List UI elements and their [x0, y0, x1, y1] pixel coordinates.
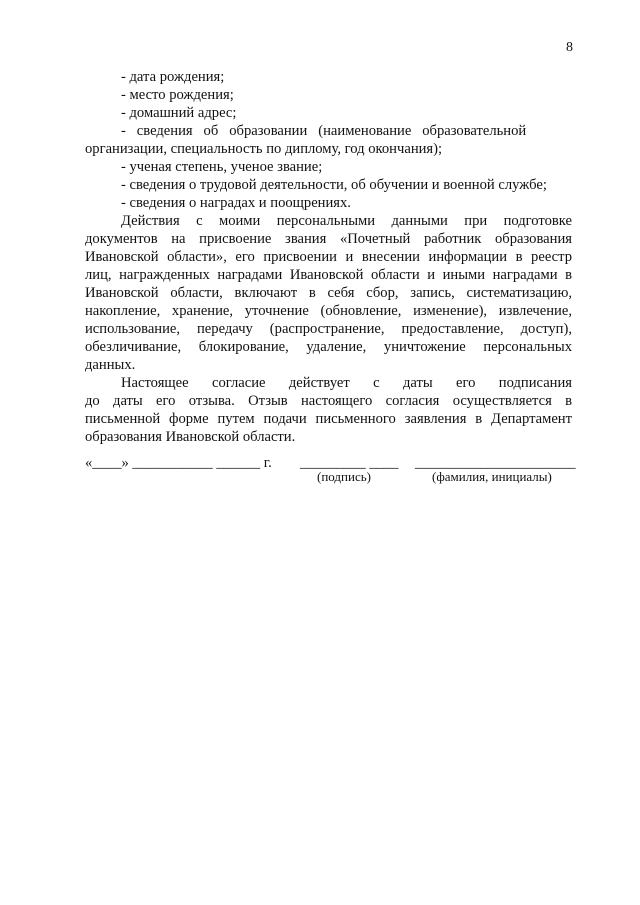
name-field[interactable]: ______________________	[415, 455, 576, 471]
signature-field[interactable]: _________ ____	[300, 455, 399, 471]
list-item-employment: - сведения о трудовой деятельности, об обучении и военной службе;	[121, 177, 547, 193]
paragraph-actions-line: Ивановской области, включают в себя сбор, запись, систематизацию,	[85, 285, 572, 301]
paragraph-actions-line: лиц, награжденных наградами Ивановской области и иными наградами в	[85, 267, 572, 283]
list-item-education-line-2: организации, специальность по диплому, год окончания);	[85, 141, 443, 157]
page-number: 8	[566, 40, 573, 55]
name-caption: (фамилия, инициалы)	[432, 469, 552, 484]
paragraph-actions-line: данных.	[85, 357, 136, 373]
signature-block	[85, 454, 575, 494]
paragraph-actions-line: обезличивание, блокирование, удаление, уничтожение персональных	[85, 339, 572, 355]
list-item-awards: - сведения о наградах и поощрениях.	[121, 195, 351, 211]
paragraph-actions-line: Действия с моими персональными данными при подготовке	[121, 213, 572, 229]
paragraph-consent-term	[85, 374, 572, 446]
paragraph-consent-line: Настоящее согласие действует с даты его подписания	[121, 375, 572, 391]
paragraph-actions-line: накопление, хранение, уточнение (обновление, изменение), извлечение,	[85, 303, 572, 319]
list-item-degree: - ученая степень, ученое звание;	[121, 159, 323, 175]
paragraph-actions	[85, 212, 572, 374]
paragraph-actions-line: документов на присвоение звания «Почетный работник образования	[85, 231, 572, 247]
list-item-education-line-1: - сведения об образовании (наименование образовательной	[121, 123, 527, 139]
list-item-home-address: - домашний адрес;	[121, 105, 237, 121]
document-body	[85, 68, 572, 446]
signature-caption: (подпись)	[317, 469, 371, 484]
paragraph-consent-line: образования Ивановской области.	[85, 429, 296, 445]
list-item-birth-date: - дата рождения;	[121, 69, 225, 85]
date-field[interactable]: «____» ___________ ______ г.	[85, 455, 272, 471]
paragraph-actions-line: использование, передачу (распространение, предоставление, доступ),	[85, 321, 572, 337]
paragraph-consent-line: письменной форме путем подачи письменного заявления в Департамент	[85, 411, 572, 427]
list-item-birth-place: - место рождения;	[121, 87, 234, 103]
paragraph-actions-line: Ивановской области», его присвоении и внесении информации в реестр	[85, 249, 572, 265]
paragraph-consent-line: до даты его отзыва. Отзыв настоящего согласия осуществляется в	[85, 393, 572, 409]
